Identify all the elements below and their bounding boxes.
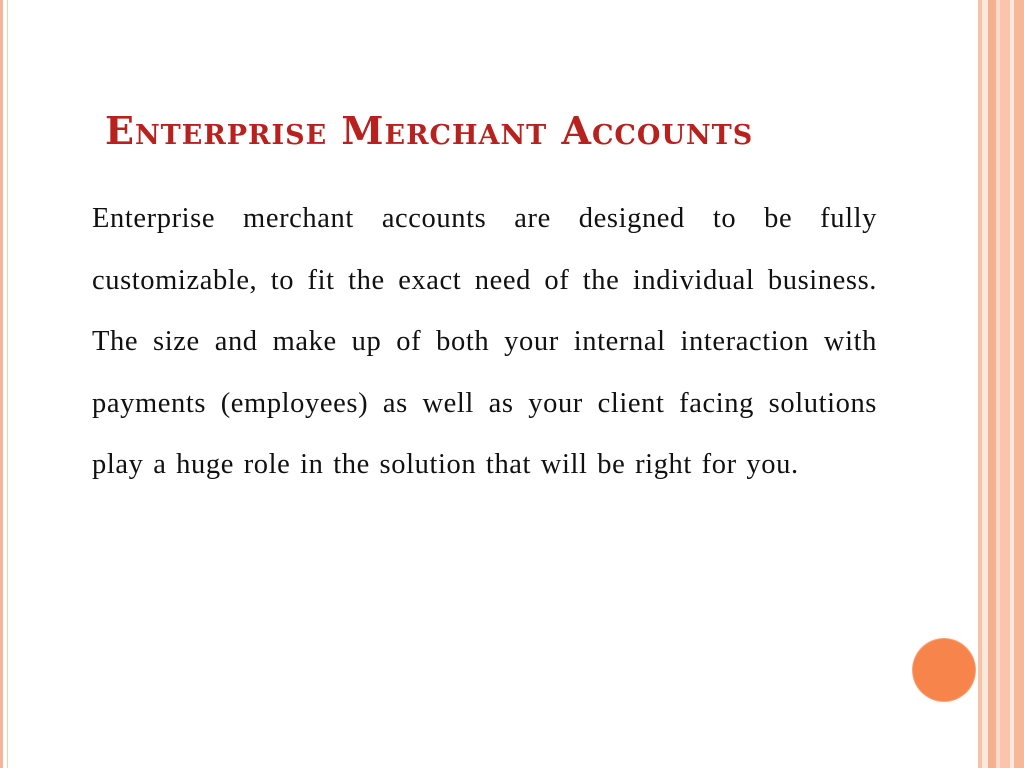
- stripe: [988, 0, 996, 768]
- slide-title: Enterprise Merchant Accounts: [105, 108, 754, 153]
- decorative-circle: [913, 639, 975, 701]
- left-border-line-inner: [7, 0, 8, 768]
- stripe: [1014, 0, 1024, 768]
- left-border-line: [0, 0, 3, 768]
- stripe: [1000, 0, 1010, 768]
- slide-body-text: Enterprise merchant accounts are designed to be fully customizable, to fit the exact need of the individual business. The size and make up of both your internal interaction with payments (employees) as well as your client facing solutions play a huge role in the solution that will be right for you.: [92, 203, 877, 480]
- decorative-right-stripes: [978, 0, 1024, 768]
